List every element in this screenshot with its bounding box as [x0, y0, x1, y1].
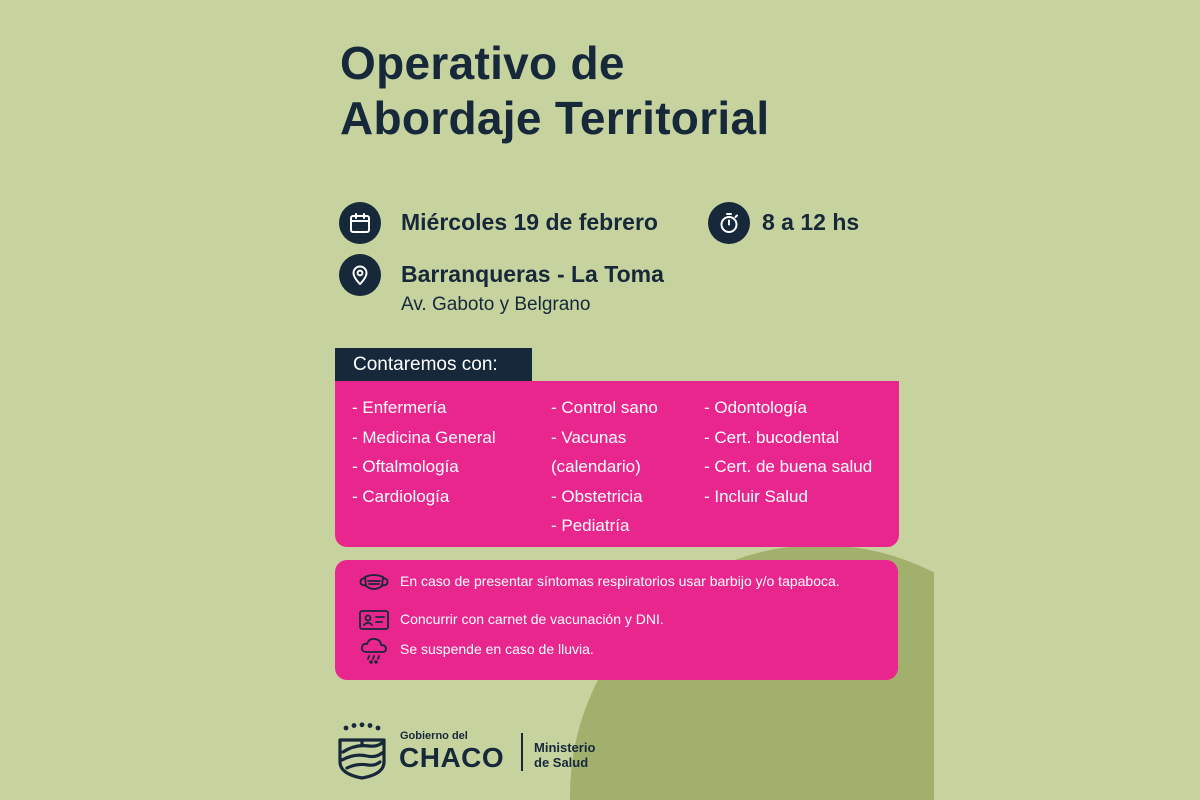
ministry-line-2: de Salud: [534, 755, 589, 770]
id-card-icon: [357, 606, 391, 634]
event-date: Miércoles 19 de febrero: [401, 209, 658, 235]
event-address: Av. Gaboto y Belgrano: [401, 294, 591, 315]
list-item: - Odontología: [704, 398, 808, 417]
list-item: - Cardiología: [352, 486, 450, 506]
list-item: - Obstetricia: [551, 486, 643, 506]
stopwatch-icon: [708, 202, 750, 244]
ministry-line-1: Ministerio: [534, 740, 596, 755]
services-column-2: [551, 393, 658, 541]
note-text: Se suspende en caso de lluvia.: [400, 641, 594, 657]
list-item: - Vacunas: [551, 427, 627, 447]
event-time: 8 a 12 hs: [762, 209, 860, 235]
note-text: Concurrir con carnet de vacunación y DNI.: [400, 611, 664, 627]
chaco-logo-icon: [335, 722, 389, 780]
gov-label-big: CHACO: [399, 742, 505, 773]
list-item: - Pediatría: [551, 516, 630, 536]
event-place: Barranqueras - La Toma: [401, 261, 664, 287]
notes-panel: [335, 560, 898, 680]
list-item: (calendario): [551, 457, 641, 477]
services-panel: [335, 381, 899, 547]
title-line-2: Abordaje Territorial: [340, 92, 770, 144]
list-item: - Cert. bucodental: [704, 427, 840, 447]
logo-divider: [521, 733, 523, 771]
gov-label-small: Gobierno del: [400, 730, 468, 742]
list-item: - Medicina General: [352, 427, 496, 447]
list-item: - Oftalmología: [352, 457, 459, 477]
face-mask-icon: [357, 568, 391, 596]
note-id: [335, 606, 898, 634]
list-item: - Enfermería: [352, 398, 447, 417]
page-title: [340, 36, 769, 146]
list-item: - Cert. de buena salud: [704, 457, 873, 477]
list-item: - Incluir Salud: [704, 486, 808, 506]
note-text: En caso de presentar síntomas respiratorios usar barbijo y/o tapaboca.: [400, 573, 840, 589]
note-rain: [335, 636, 898, 664]
calendar-icon: [339, 202, 381, 244]
location-pin-icon: [339, 254, 381, 296]
services-header: Contaremos con:: [335, 348, 532, 381]
list-item: - Control sano: [551, 398, 658, 417]
rain-cloud-icon: [357, 636, 391, 664]
services-column-1: [352, 393, 496, 511]
note-mask: [335, 568, 898, 596]
title-line-1: Operativo de: [340, 37, 625, 89]
services-column-3: [704, 393, 872, 511]
